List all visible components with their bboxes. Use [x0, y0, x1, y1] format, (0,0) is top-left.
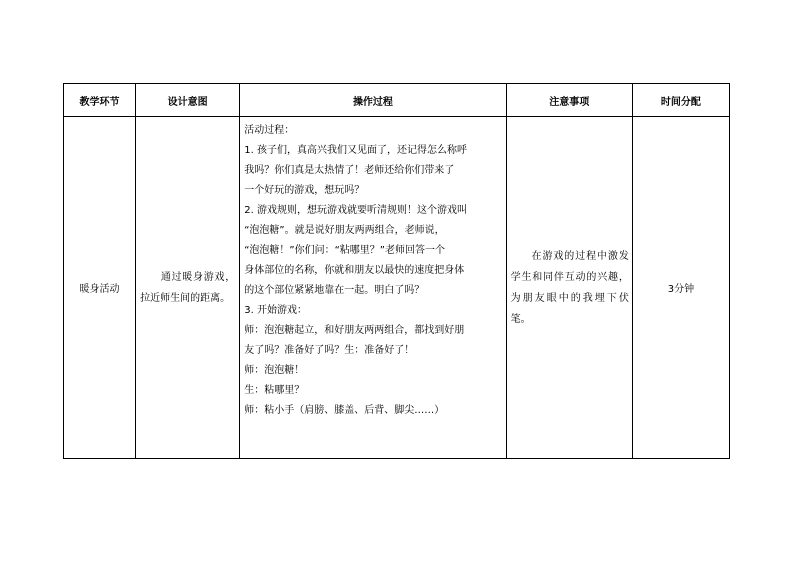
notes-text: 在游戏的过程中激发学生和同伴互动的兴趣，为朋友眼中的我埋下伏笔。	[510, 250, 629, 325]
cell-intent	[136, 117, 240, 459]
process-line: 身体部位的名称，你就和朋友以最快的速度把身体	[244, 265, 465, 276]
cell-notes	[506, 117, 632, 459]
header-intent: 设计意图	[136, 84, 240, 117]
process-line: 师：泡泡糖！	[244, 365, 305, 376]
cell-process	[240, 117, 506, 459]
header-notes: 注意事项	[506, 84, 632, 117]
intent-text: 通过暖身游戏，拉近师生间的距离。	[140, 271, 236, 304]
process-line: 活动过程：	[244, 125, 295, 136]
stage-text: 暖身活动	[79, 284, 120, 295]
time-text: 3分钟	[667, 284, 695, 295]
process-line: 一个好玩的游戏，想玩吗？	[244, 185, 365, 196]
process-line: “泡泡糖”。就是说好朋友两两组合，老师说，	[244, 225, 445, 236]
header-process: 操作过程	[240, 84, 506, 117]
process-line: 3. 开始游戏：	[244, 305, 307, 316]
process-line: “泡泡糖！”你们问：“粘哪里？”老师回答一个	[244, 245, 445, 256]
process-line: 师：泡泡糖起立，和好朋友两两组合，都找到好朋	[244, 325, 465, 336]
cell-stage	[64, 117, 136, 459]
table-row	[64, 117, 730, 459]
lesson-plan-table	[63, 83, 730, 459]
header-stage: 教学环节	[64, 84, 136, 117]
process-line: 友了吗？准备好了吗？生：准备好了！	[244, 345, 415, 356]
process-line: 我吗？你们真是太热情了！老师还给你们带来了	[244, 165, 455, 176]
process-line: 1. 孩子们，真高兴我们又见面了，还记得怎么称呼	[244, 145, 467, 156]
process-line: 2. 游戏规则，想玩游戏就要听清规则！这个游戏叫	[244, 205, 467, 216]
process-line: 生：粘哪里？	[244, 385, 305, 396]
table-header-row	[64, 84, 730, 117]
header-time: 时间分配	[632, 84, 729, 117]
process-line: 师：粘小手（肩膀、膝盖、后背、脚尖……）	[244, 405, 445, 416]
process-line: 的这个部位紧紧地靠在一起。明白了吗？	[244, 285, 425, 296]
cell-time	[632, 117, 729, 459]
